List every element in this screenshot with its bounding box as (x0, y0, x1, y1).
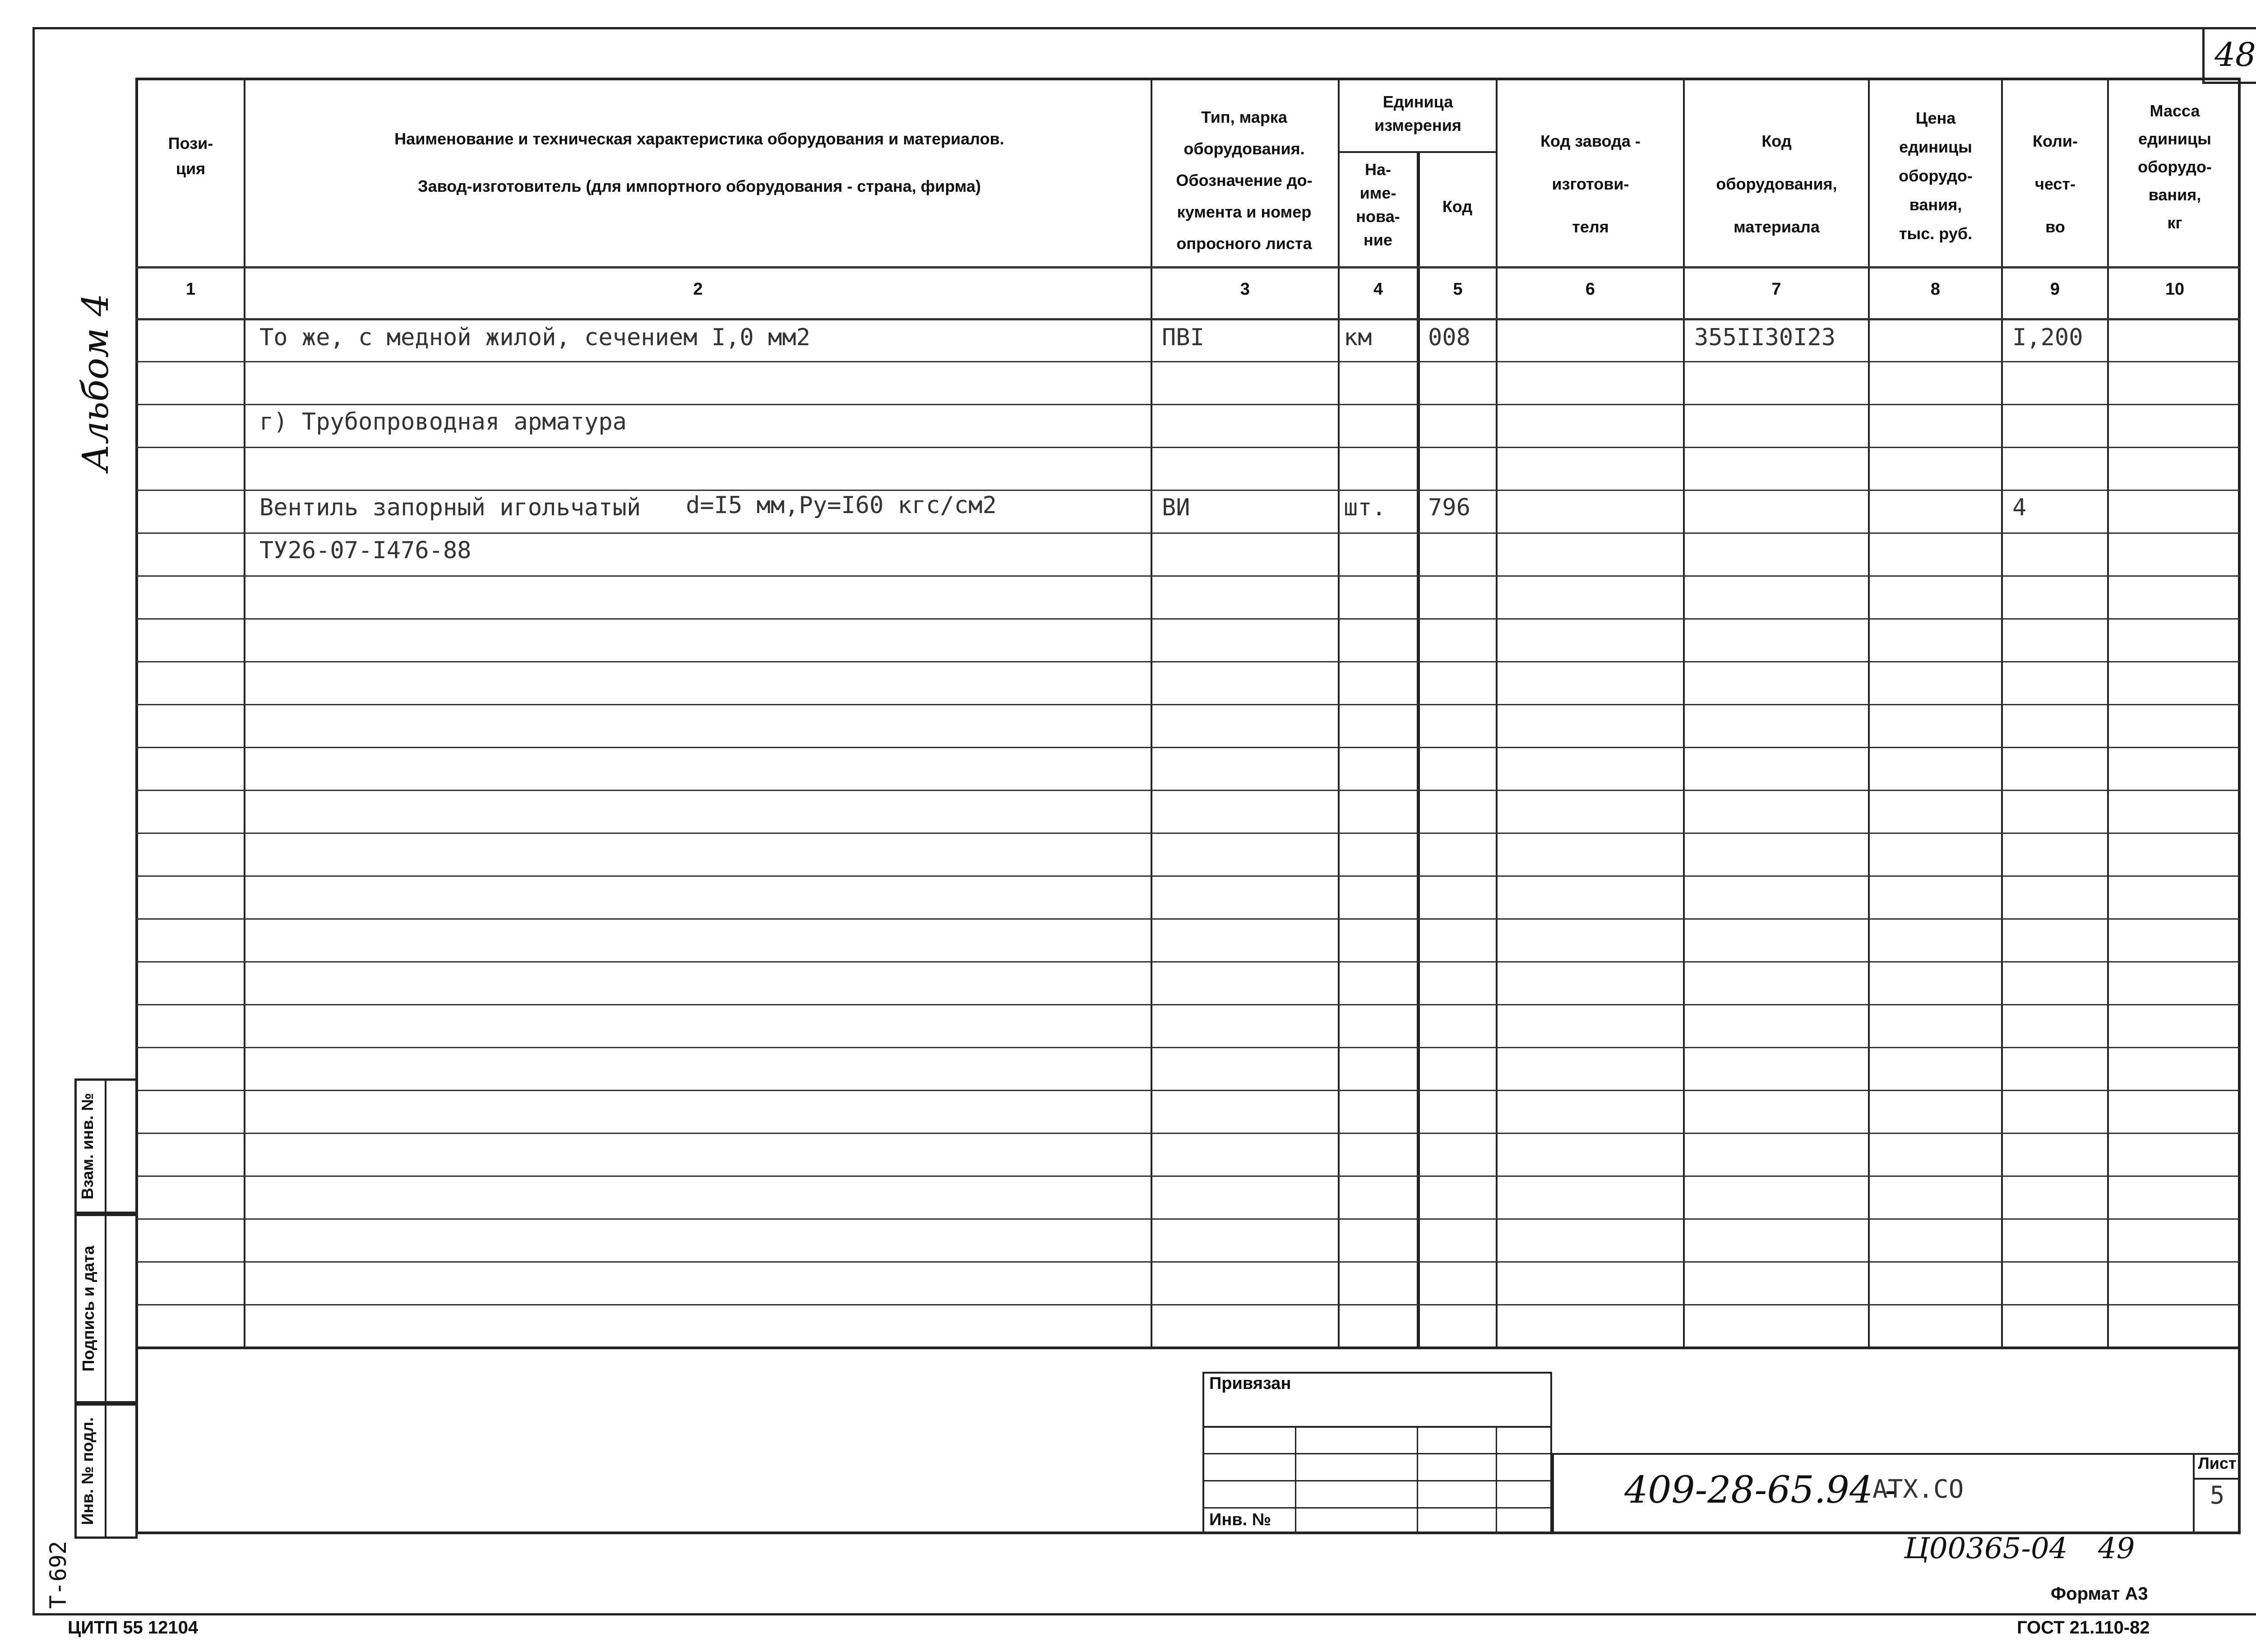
row-line (135, 1304, 2241, 1305)
row-line (135, 1004, 2241, 1005)
row-line (135, 790, 2241, 791)
handwritten-page: 49 (2098, 1532, 2135, 1565)
format-label: Формат А3 (2051, 1584, 2148, 1604)
colnum-9: 9 (2050, 280, 2060, 299)
list-number: 5 (2210, 1481, 2225, 1509)
citp-label: ЦИТП 55 12104 (68, 1618, 199, 1638)
row-line (135, 918, 2241, 920)
row-line (135, 661, 2241, 662)
row-line (135, 1261, 2241, 1263)
row-line (135, 404, 2241, 405)
stamp-line (1202, 1480, 1552, 1481)
row5-unit-code: 796 (1428, 494, 1470, 521)
stamp-vline (1295, 1426, 1296, 1534)
row-line (135, 833, 2241, 834)
row5-name-extra: d=I5 мм,Ру=I60 кгс/см2 (686, 492, 997, 519)
stamp-vline (1417, 1426, 1418, 1534)
header-col4: На- име- нова- ние (1356, 160, 1400, 249)
col-line (1417, 151, 1420, 1349)
header-col8: Цена единицы оборудо- вания, тыс. руб. (1899, 109, 1973, 243)
header-col6: Код завода - изготови- теля (1540, 132, 1641, 236)
row-line (135, 1047, 2241, 1048)
row-line (135, 875, 2241, 877)
row-line (135, 1175, 2241, 1177)
album-label: Альбом 4 (74, 293, 116, 472)
row5-name: Вентиль запорный игольчатый (259, 494, 641, 521)
colnum-8: 8 (1930, 280, 1941, 299)
header-col10: Масса единицы оборудо- вания, кг (2138, 102, 2212, 232)
header-col5: Код (1442, 197, 1473, 216)
colnum-3: 3 (1240, 280, 1250, 299)
row3-name: г) Трубопроводная арматура (259, 408, 627, 435)
colnum-4: 4 (1373, 280, 1383, 299)
header-col7: Код оборудования, материала (1716, 132, 1837, 236)
side-inv-label: Инв. № подл. (78, 1417, 97, 1525)
row-line (135, 532, 2241, 534)
row-line (135, 447, 2241, 448)
header-bottom-line (135, 266, 2241, 268)
row1-unit: км (1344, 324, 1372, 351)
row1-type: ПВI (1162, 324, 1204, 351)
gost-label: ГОСТ 21.110-82 (2017, 1618, 2150, 1638)
row-line (135, 618, 2241, 620)
row-line (135, 361, 2241, 362)
row6-name: ТУ26-07-I476-88 (259, 537, 472, 564)
header-col1: Пози- ция (168, 134, 213, 178)
stamp-line (1202, 1507, 1552, 1509)
row1-qty: I,200 (2012, 324, 2083, 351)
colnum-6: 6 (1585, 280, 1595, 299)
colnum-2: 2 (693, 280, 703, 299)
colnum-7: 7 (1771, 280, 1781, 299)
row-line (135, 490, 2241, 491)
row1-equip-code: 355II30I23 (1694, 324, 1836, 351)
colnum-5: 5 (1453, 280, 1463, 299)
colnum-10: 10 (2165, 280, 2185, 299)
row-line (135, 575, 2241, 577)
row5-unit: шт. (1344, 494, 1386, 521)
row-line (135, 704, 2241, 705)
row1-unit-code: 008 (1428, 324, 1470, 351)
side-podpis-label: Подпись и дата (79, 1245, 97, 1372)
sheet-corner-number: 48 (2202, 27, 2256, 84)
row-line (135, 961, 2241, 963)
doc-suffix: АТХ.СО (1872, 1475, 1964, 1504)
stamp-vline (1496, 1426, 1497, 1534)
row5-qty: 4 (2012, 494, 2027, 521)
row-line (135, 1133, 2241, 1134)
row-line (135, 1090, 2241, 1091)
number-row-line (135, 318, 2241, 320)
stamp-line (1202, 1453, 1552, 1454)
list-cell-divider (2193, 1478, 2241, 1480)
header-units: Единица измерения (1374, 93, 1461, 134)
title-block-left (1552, 1453, 1554, 1534)
header-col3: Тип, марка оборудования. Обозначение до- кумента и номер опросного листа (1176, 108, 1313, 253)
title-block-top (1552, 1453, 2241, 1455)
doc-code: 409-28-65.94 - (1624, 1469, 1897, 1512)
side-vzam-label: Взам. инв. № (78, 1092, 97, 1200)
header-col2-line2: Завод-изготовитель (для импортного оборудования - страна, фирма) (418, 177, 981, 195)
list-label: Лист (2198, 1454, 2237, 1472)
row1-name: То же, с медной жилой, сечением I,0 мм2 (259, 324, 810, 351)
side-divider (105, 1078, 106, 1539)
vertical-code: Т-692 (45, 1541, 71, 1609)
header-col2-line1: Наименование и техническая характеристика оборудования и материалов. (394, 130, 1004, 148)
header-col9: Коли- чест- во (2032, 132, 2078, 236)
row-line (135, 1218, 2241, 1220)
row5-type: ВИ (1162, 494, 1190, 521)
privyazan-label: Привязан (1209, 1374, 1291, 1393)
row-line (135, 747, 2241, 748)
inv-no-label: Инв. № (1209, 1510, 1271, 1529)
unit-group-line (1338, 151, 1496, 153)
colnum-1: 1 (185, 280, 196, 299)
stamp-area (135, 1349, 2241, 1534)
handwritten-code: Ц00365-04 (1904, 1532, 2068, 1565)
stamp-line (1202, 1426, 1552, 1428)
